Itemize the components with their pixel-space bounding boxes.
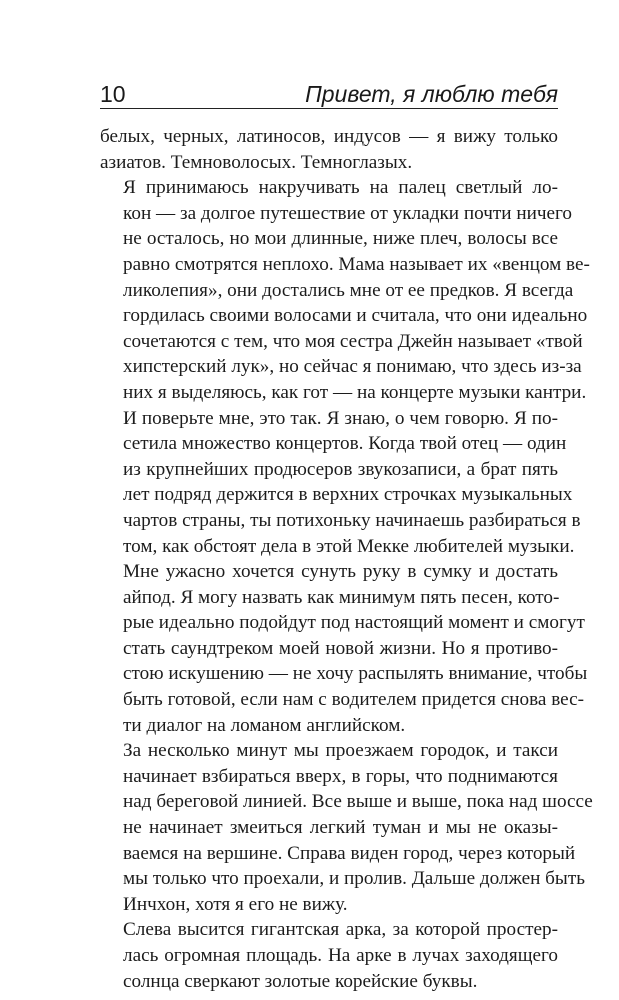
text-line: За несколько минут мы проезжаем городок, и такси (123, 740, 558, 762)
text-line: сочетаются с тем, что моя сестра Джейн называет «твой (123, 330, 583, 352)
paragraph-5 (100, 738, 593, 917)
body-text (100, 124, 593, 994)
paragraph-1 (100, 124, 558, 175)
text-line: рые идеально подойдут под настоящий момент и смогут (123, 612, 585, 634)
page-header (100, 80, 558, 109)
text-line: азиатов. Темноволосых. Темноглазых. (100, 151, 413, 173)
text-line: стать саундтреком моей новой жизни. Но я противо- (123, 637, 558, 659)
text-line: том, как обстоят дела в этой Мекке любителей музыки. (123, 535, 575, 557)
paragraph-4 (100, 559, 588, 738)
text-line: ликолепия», они достались мне от ее предков. Я всегда (123, 279, 574, 301)
paragraph-6 (100, 917, 558, 994)
text-line: быть готовой, если нам с водителем придется снова вес- (123, 689, 585, 711)
text-line: ваемся на вершине. Справа виден город, через который (123, 842, 576, 864)
text-line: Инчхон, хотя я его не вижу. (123, 893, 348, 915)
paragraph-2 (100, 175, 590, 405)
text-line: айпод. Я могу назвать как минимум пять песен, кото- (123, 586, 560, 608)
text-line: гордилась своими волосами и считала, что они идеально (123, 305, 588, 327)
text-line: сетила множество концертов. Когда твой отец — один (123, 433, 567, 455)
page-number: 10 (100, 81, 126, 107)
text-line: из крупнейших продюсеров звукозаписи, а брат пять (123, 458, 558, 480)
text-line: белых, черных, латиносов, индусов — я вижу только (100, 126, 558, 147)
text-line: чартов страны, ты потихоньку начинаешь разбираться в (123, 509, 581, 531)
text-line: стою искушению — не хочу распылять внимание, чтобы (123, 663, 588, 685)
text-line: лет подряд держится в верхних строчках музыкальных (123, 484, 573, 506)
text-line: не начинает змеиться легкий туман и мы не оказы- (123, 817, 558, 839)
paragraph-3 (100, 406, 581, 560)
text-line: лась огромная площадь. На арке в лучах заходящего (123, 945, 558, 966)
text-line: равно смотрятся неплохо. Мама называет их «венцом ве- (123, 253, 590, 275)
text-line: не осталось, но мои длинные, ниже плеч, волосы все (123, 228, 558, 250)
text-line: Я принимаюсь накручивать на палец светлый ло- (123, 177, 558, 199)
text-line: И поверьте мне, это так. Я знаю, о чем говорю. Я по- (123, 407, 558, 429)
text-line: начинает взбираться вверх, в горы, что поднимаются (123, 765, 558, 787)
text-line: Мне ужасно хочется сунуть руку в сумку и достать (123, 561, 558, 583)
text-line: хипстерский лук», но сейчас я понимаю, что здесь из-за (123, 356, 582, 378)
text-line: кон — за долгое путешествие от укладки почти ничего (123, 202, 573, 224)
running-title: Привет, я люблю тебя (305, 81, 558, 107)
text-line: них я выделяюсь, как гот — на концерте музыки кантри. (123, 381, 587, 403)
text-line: ти диалог на ломаном английском. (123, 714, 406, 736)
text-line: солнца сверкают золотые корейские буквы. (123, 970, 478, 992)
text-line: мы только что проехали, и пролив. Дальше должен быть (123, 868, 585, 890)
text-line: Слева высится гигантская арка, за которой простер- (123, 919, 558, 941)
text-line: над береговой линией. Все выше и выше, пока над шоссе (123, 791, 593, 813)
